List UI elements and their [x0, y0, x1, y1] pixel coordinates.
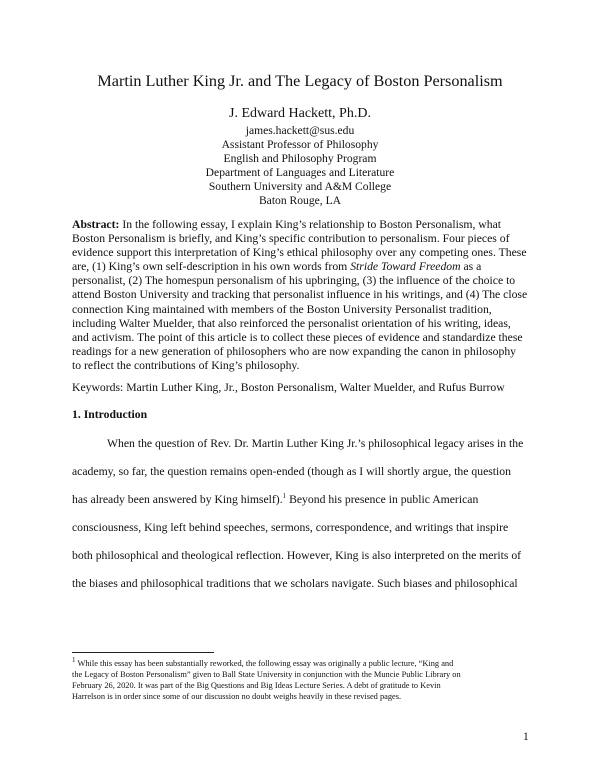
abstract-text: In the following essay, I explain King’s relationship to Boston Personalism, what	[119, 218, 502, 231]
body-line	[72, 493, 478, 507]
abstract-line: personalist, (2) The homespun personalism of his upbringing, (3) the influence of the choice to	[72, 274, 516, 288]
author-university: Southern University and A&M College	[208, 180, 392, 193]
author-program: English and Philosophy Program	[223, 152, 377, 165]
footnote-line: February 26, 2020. It was part of the Big Questions and Big Ideas Lecture Series. A debt of gratitude to Kevin	[72, 681, 441, 690]
footnote-line	[72, 658, 530, 669]
body-text: has already been answered by King himself).	[72, 493, 283, 506]
abstract-line	[72, 218, 530, 232]
book-title: Stride Toward Freedom	[350, 260, 461, 274]
abstract-line: to reflect the contributions of King’s philosophy.	[72, 358, 300, 372]
body-line: both philosophical and theological reflection. However, King is also interpreted on the merits of	[72, 549, 522, 562]
author-email[interactable]: james.hackett@sus.edu	[245, 124, 355, 137]
keywords: Keywords: Martin Luther King, Jr., Boston Personalism, Walter Muelder, and Rufus Burrow	[72, 381, 505, 394]
footnote-divider	[72, 652, 214, 653]
author-name: J. Edward Hackett, Ph.D.	[229, 106, 371, 121]
author-department: Department of Languages and Literature	[205, 166, 395, 179]
abstract-line: evidence support this interpretation of King’s ethical philosophy over any competing ones. These	[72, 246, 527, 260]
abstract-text: are, (1) King’s own self-description in his own words from	[72, 260, 351, 274]
section-heading: 1. Introduction	[72, 408, 148, 421]
abstract-line: Boston Personalism is briefly, and King’s specific contribution to personalism. Four pieces of	[72, 232, 510, 246]
abstract-label: Abstract:	[72, 218, 120, 231]
body-line: academy, so far, the question remains open-ended (though as I will shortly argue, the question	[72, 465, 511, 478]
body-line: When the question of Rev. Dr. Martin Luther King Jr.’s philosophical legacy arises in the	[107, 437, 524, 450]
abstract-line: readings for a new generation of philosophers who are now expanding the canon in philosophy	[72, 344, 517, 358]
footnote-marker: 1	[72, 656, 76, 665]
abstract-line: attend Boston University and tracking that personalist influence in his writings, and (4) The close	[72, 288, 528, 302]
abstract-line: including Walter Muelder, that also reinforced the personalist orientation of his writing, ideas,	[72, 316, 511, 330]
paper-title: Martin Luther King Jr. and The Legacy of Boston Personalism	[97, 72, 503, 90]
abstract-line	[72, 260, 530, 274]
body-text: Beyond his presence in public American	[286, 493, 479, 506]
body-line: the biases and philosophical traditions that we scholars navigate. Such biases and philosophical	[72, 577, 518, 590]
footnote-text: While this essay has been substantially reworked, the following essay was originally a public lecture, “King and	[75, 659, 454, 668]
body-line: consciousness, King left behind speeches, sermons, correspondence, and writings that inspire	[72, 521, 509, 534]
abstract-line: connection King maintained with members of the Boston University Personalist tradition,	[72, 302, 492, 316]
page-number: 1	[523, 731, 529, 743]
author-location: Baton Rouge, LA	[258, 194, 342, 207]
footnote-line: Harrelson is in order since some of our discussion no doubt weighs heavily in these revised pages.	[72, 692, 402, 701]
footnote-line: the Legacy of Boston Personalism” given to Ball State University in conjunction with the Muncie Public Library on	[72, 670, 461, 679]
footnote-ref[interactable]: 1	[282, 492, 287, 501]
abstract	[72, 218, 530, 373]
author-position: Assistant Professor of Philosophy	[221, 138, 379, 151]
abstract-line: and activism. The point of this article is to collect these pieces of evidence and standardize these	[72, 330, 523, 344]
abstract-text: as a	[460, 260, 482, 274]
